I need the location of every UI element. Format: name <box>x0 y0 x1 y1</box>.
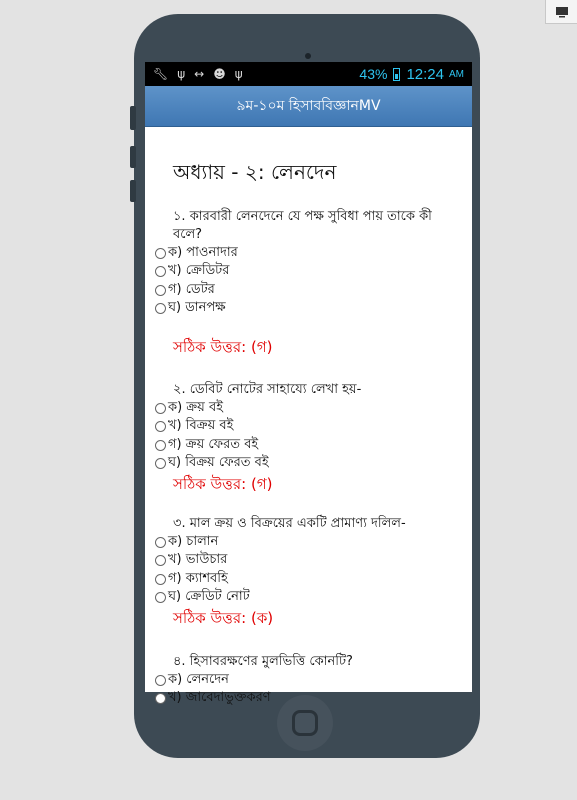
option-item[interactable] <box>155 418 450 437</box>
option-label: গ) ডেটর <box>168 281 215 297</box>
desktop-icon <box>555 6 569 18</box>
option-item[interactable] <box>155 671 450 690</box>
question-item <box>155 381 450 498</box>
usb-icon: ψ <box>234 67 243 81</box>
radio-button[interactable] <box>155 693 166 704</box>
home-icon <box>292 710 318 736</box>
option-item[interactable] <box>155 281 450 300</box>
question-text: ৪. হিসাবরক্ষণের মুলভিত্তি কোনটি? <box>173 654 353 669</box>
option-label: ক) লেনদেন <box>168 671 229 687</box>
option-label: ঘ) ডানপক্ষ <box>168 300 226 316</box>
radio-button[interactable] <box>155 266 166 277</box>
volume-button <box>130 146 136 168</box>
question-item <box>155 208 450 361</box>
option-item[interactable] <box>155 455 450 474</box>
option-label: ক) পাওনাদার <box>168 244 238 260</box>
option-label: ক) চালান <box>168 533 219 549</box>
desktop-view-button[interactable] <box>545 0 577 24</box>
option-item[interactable] <box>155 244 450 263</box>
option-label: খ) বিক্রয় বই <box>168 418 234 434</box>
option-label: ঘ) বিক্রয় ফেরত বই <box>168 455 269 471</box>
power-button <box>130 180 136 202</box>
question-text: ১. কারবারী লেনদেনে যে পক্ষ সুবিধা পায় তাকে কী বলে? <box>173 209 432 242</box>
option-item[interactable] <box>155 570 450 589</box>
radio-button[interactable] <box>155 403 166 414</box>
radio-button[interactable] <box>155 592 166 603</box>
app-title: ৯ম-১০ম হিসাববিজ্ঞানMV <box>236 98 381 114</box>
question-item <box>155 515 450 632</box>
option-label: ঘ) ক্রেডিট নোট <box>168 589 250 605</box>
radio-button[interactable] <box>155 574 166 585</box>
option-item[interactable] <box>155 399 450 418</box>
option-label: গ) ক্যাশবহি <box>168 570 228 586</box>
option-label: গ) ক্রয় ফেরত বই <box>168 436 259 452</box>
status-bar <box>145 62 472 86</box>
option-item[interactable] <box>155 533 450 552</box>
option-item[interactable] <box>155 552 450 571</box>
question-text: ৩. মাল ক্রয় ও বিক্রয়ের একটি প্রামাণ্য দলিল- <box>173 516 406 531</box>
option-label: খ) ক্রেডিটর <box>168 263 230 279</box>
option-item[interactable] <box>155 436 450 455</box>
option-item[interactable] <box>155 300 450 319</box>
usb-icon: ψ <box>177 67 186 81</box>
quiz-content <box>145 158 472 708</box>
clock-ampm: AM <box>449 68 464 80</box>
option-item[interactable] <box>155 589 450 608</box>
data-transfer-icon: ↔ <box>194 67 205 81</box>
volume-button <box>130 106 136 130</box>
phone-frame <box>134 14 480 758</box>
battery-percent: 43% <box>359 66 388 82</box>
radio-button[interactable] <box>155 675 166 686</box>
android-icon: ☻ <box>213 67 226 81</box>
option-label: খ) জাবেদাভুক্তকরণ <box>168 690 271 706</box>
wrench-icon: 🔧︎ <box>153 67 169 81</box>
front-camera <box>305 53 311 59</box>
question-text: ২. ডেবিট নোটের সাহায্যে লেখা হয়- <box>173 382 362 397</box>
app-title-bar <box>145 86 472 127</box>
clock-time: 12:24 <box>406 65 444 83</box>
phone-screen <box>145 62 472 706</box>
correct-answer: সঠিক উত্তর: (গ) <box>173 338 273 356</box>
radio-button[interactable] <box>155 303 166 314</box>
battery-icon <box>393 68 400 81</box>
option-label: খ) ভাউচার <box>168 552 228 568</box>
radio-button[interactable] <box>155 555 166 566</box>
radio-button[interactable] <box>155 537 166 548</box>
correct-answer: সঠিক উত্তর: (গ) <box>173 475 273 493</box>
radio-button[interactable] <box>155 421 166 432</box>
radio-button[interactable] <box>155 248 166 259</box>
radio-button[interactable] <box>155 458 166 469</box>
home-button[interactable] <box>277 695 333 751</box>
radio-button[interactable] <box>155 440 166 451</box>
option-label: ক) ক্রয় বই <box>168 399 223 415</box>
chapter-title: অধ্যায় - ২: লেনদেন <box>173 160 337 184</box>
correct-answer: সঠিক উত্তর: (ক) <box>173 609 274 627</box>
option-item[interactable] <box>155 263 450 282</box>
radio-button[interactable] <box>155 285 166 296</box>
